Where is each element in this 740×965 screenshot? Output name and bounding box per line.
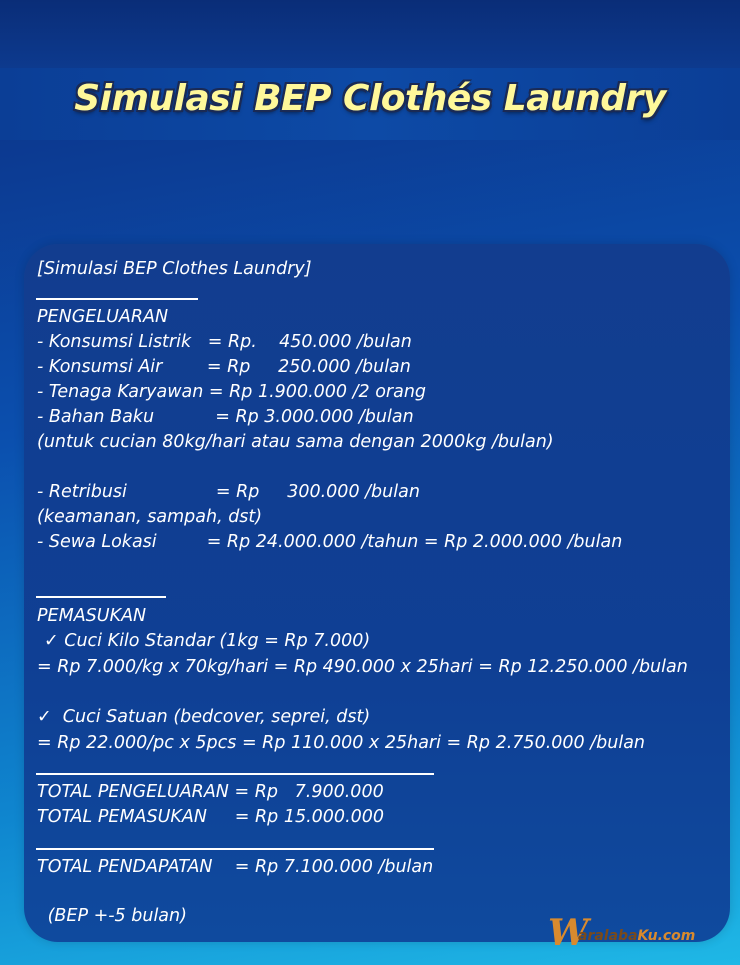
total-pemasukan: TOTAL PEMASUKAN = Rp 15.000.000 (37, 807, 385, 827)
watermark-text-suffix: Ku.com (637, 928, 696, 944)
income-kilo-calc: = Rp 7.000/kg x 70kg/hari = Rp 490.000 x 25hari = Rp 12.250.000 /bulan (37, 657, 688, 677)
expense-retribusi-note: (keamanan, sampah, dst) (37, 507, 263, 527)
income-satuan-calc: = Rp 22.000/pc x 5pcs = Rp 110.000 x 25hari = Rp 2.750.000 /bulan (37, 733, 646, 753)
income-kilo (44, 629, 370, 653)
simulation-heading: [Simulasi BEP Clothes Laundry] (37, 259, 312, 279)
income-satuan-label: Cuci Satuan (bedcover, seprei, dst) (51, 707, 371, 727)
expense-air: - Konsumsi Air = Rp 250.000 /bulan (37, 357, 411, 377)
checkmark-icon: ✓ (44, 631, 59, 651)
expense-listrik: - Konsumsi Listrik = Rp. 450.000 /bulan (37, 332, 412, 352)
divider-totals (36, 773, 434, 775)
divider-pendapatan (36, 848, 434, 850)
total-pendapatan: TOTAL PENDAPATAN = Rp 7.100.000 /bulan (37, 857, 434, 877)
watermark-text (578, 928, 695, 944)
top-strip (0, 0, 740, 68)
expense-retribusi: - Retribusi = Rp 300.000 /bulan (37, 482, 420, 502)
bep-note: (BEP +-5 bulan) (42, 906, 187, 926)
income-satuan (37, 705, 370, 729)
expense-karyawan: - Tenaga Karyawan = Rp 1.900.000 /2 orang (37, 382, 427, 402)
checkmark-icon: ✓ (37, 707, 52, 727)
watermark-text-main: aralaba (578, 928, 638, 944)
divider-pemasukan (36, 596, 166, 598)
divider-pengeluaran (36, 298, 198, 300)
pengeluaran-label: PENGELUARAN (37, 307, 169, 327)
income-kilo-label: Cuci Kilo Standar (1kg = Rp 7.000) (58, 631, 371, 651)
page-title: Simulasi BEP Clothés Laundry (74, 78, 666, 119)
expense-bahan-baku: - Bahan Baku = Rp 3.000.000 /bulan (37, 407, 414, 427)
watermark-logo (548, 912, 738, 954)
watermark-letter: W (548, 912, 589, 954)
expense-bahan-note: (untuk cucian 80kg/hari atau sama dengan 2000kg /bulan) (37, 432, 554, 452)
total-pengeluaran: TOTAL PENGELUARAN = Rp 7.900.000 (37, 782, 384, 802)
pemasukan-label: PEMASUKAN (37, 606, 147, 626)
expense-sewa: - Sewa Lokasi = Rp 24.000.000 /tahun = Rp 2.000.000 /bulan (37, 532, 623, 552)
